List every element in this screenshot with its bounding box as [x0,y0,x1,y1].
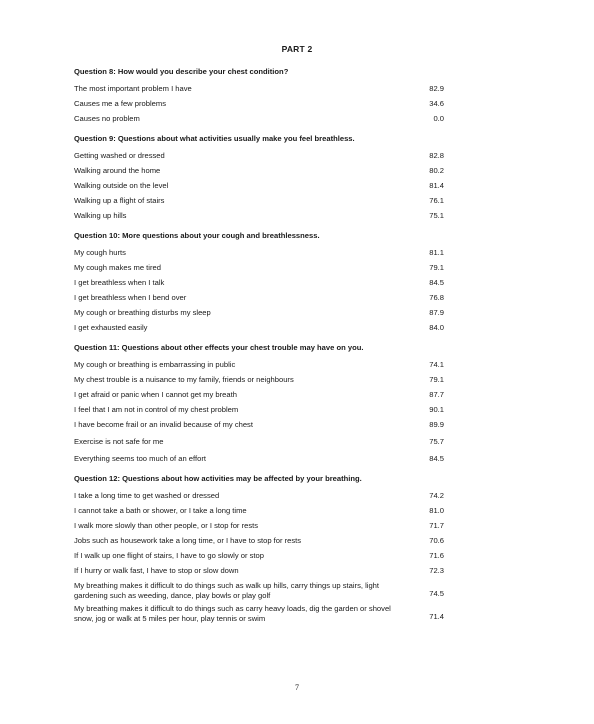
row-label: Exercise is not safe for me [74,437,164,446]
row-label: I get breathless when I bend over [74,293,187,302]
table-row [74,548,444,563]
question-12-title: Question 12: Questions about how activities may be affected by your breathing. [74,474,362,483]
table-row [74,503,444,518]
row-value: 80.2 [429,166,444,175]
table-row [74,96,444,111]
row-value: 84.0 [429,323,444,332]
question-8-title: Question 8: How would you describe your chest condition? [74,67,289,76]
row-label: I get exhausted easily [74,323,148,332]
row-value: 71.4 [429,612,444,621]
row-value: 34.6 [429,99,444,108]
table-row [74,563,444,578]
table-row [74,178,444,193]
row-label: I have become frail or an invalid because of my chest [74,420,253,429]
table-row [74,320,444,335]
row-label: My breathing makes it difficult to do things such as walk up hills, carry things up stairs, light gardening such as weeding, dance, play bowls or play golf [74,581,380,600]
row-value: 87.9 [429,308,444,317]
row-value: 90.1 [429,405,444,414]
questionnaire-content [74,66,444,624]
row-label: I get breathless when I talk [74,278,165,287]
question-10-title: Question 10: More questions about your cough and breathlessness. [74,231,320,240]
row-value: 81.1 [429,248,444,257]
table-row [74,357,444,372]
row-label: Causes me a few problems [74,99,167,108]
question-9-title: Question 9: Questions about what activities usually make you feel breathless. [74,134,355,143]
row-value: 74.1 [429,360,444,369]
row-value: 79.1 [429,263,444,272]
table-row [74,533,444,548]
row-label: My cough or breathing disturbs my sleep [74,308,211,317]
question-8-section [74,66,444,126]
row-value: 76.8 [429,293,444,302]
row-value: 79.1 [429,375,444,384]
table-row [74,111,444,126]
row-value: 71.6 [429,551,444,560]
question-11-section [74,342,444,466]
row-label: I get afraid or panic when I cannot get my breath [74,390,237,399]
table-row [74,245,444,260]
page-number: 7 [295,683,299,692]
row-label: Walking outside on the level [74,181,169,190]
table-row [74,260,444,275]
row-value: 81.0 [429,506,444,515]
row-label: I feel that I am not in control of my chest problem [74,405,239,414]
table-row [74,372,444,387]
question-11-title: Question 11: Questions about other effects your chest trouble may have on you. [74,343,364,352]
table-row [74,81,444,96]
row-value: 84.5 [429,278,444,287]
table-row [74,208,444,223]
row-label: The most important problem I have [74,84,192,93]
row-value: 70.6 [429,536,444,545]
table-row [74,163,444,178]
row-label: My cough makes me tired [74,263,161,272]
row-label: If I walk up one flight of stairs, I have to go slowly or stop [74,551,264,560]
row-label: Everything seems too much of an effort [74,454,206,463]
table-row [74,580,444,601]
row-value: 71.7 [429,521,444,530]
row-label: Walking around the home [74,166,161,175]
table-row [74,290,444,305]
table-row [74,275,444,290]
row-value: 0.0 [433,114,444,123]
row-label: Causes no problem [74,114,140,123]
question-12-section [74,473,444,624]
question-9-section [74,133,444,223]
row-value: 75.7 [429,437,444,446]
row-value: 76.1 [429,196,444,205]
row-value: 87.7 [429,390,444,399]
table-row [74,432,444,449]
table-row [74,193,444,208]
row-label: My breathing makes it difficult to do things such as carry heavy loads, dig the garden or shovel snow, jog or walk at 5 miles per hour, play tennis or swim [74,604,391,623]
table-row [74,488,444,503]
row-value: 84.5 [429,454,444,463]
row-value: 72.3 [429,566,444,575]
row-value: 82.8 [429,151,444,160]
row-label: Walking up a flight of stairs [74,196,165,205]
row-value: 75.1 [429,211,444,220]
table-row [74,449,444,466]
row-label: My chest trouble is a nuisance to my family, friends or neighbours [74,375,294,384]
table-row [74,518,444,533]
table-row [74,305,444,320]
table-row [74,417,444,432]
row-label: If I hurry or walk fast, I have to stop or slow down [74,566,239,575]
row-label: I cannot take a bath or shower, or I take a long time [74,506,247,515]
row-label: I take a long time to get washed or dressed [74,491,220,500]
page-title: PART 2 [281,44,313,54]
table-row [74,603,444,624]
row-label: My cough or breathing is embarrassing in public [74,360,236,369]
row-label: Walking up hills [74,211,127,220]
row-value: 89.9 [429,420,444,429]
row-value: 81.4 [429,181,444,190]
row-label: My cough hurts [74,248,126,257]
row-label: I walk more slowly than other people, or I stop for rests [74,521,259,530]
table-row [74,402,444,417]
table-row [74,148,444,163]
row-value: 74.5 [429,589,444,598]
row-value: 74.2 [429,491,444,500]
question-10-section [74,230,444,335]
row-value: 82.9 [429,84,444,93]
table-row [74,387,444,402]
row-label: Jobs such as housework take a long time, or I have to stop for rests [74,536,302,545]
row-label: Getting washed or dressed [74,151,165,160]
